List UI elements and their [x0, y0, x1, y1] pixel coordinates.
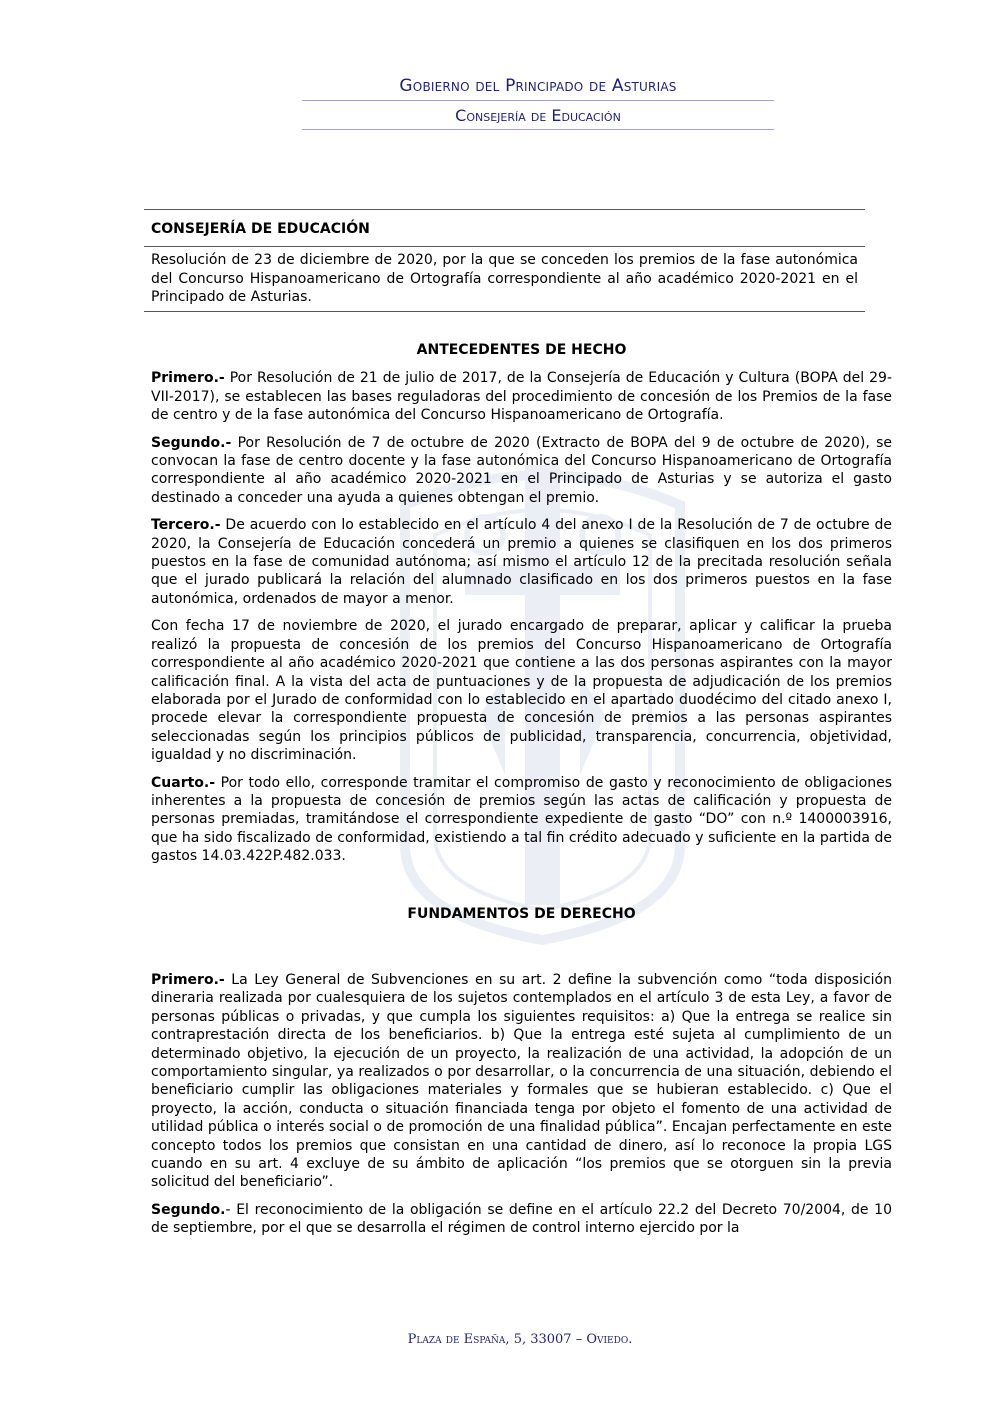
paragraph-fundamento-1 — [151, 971, 892, 1192]
paragraph-text: La Ley General de Subvenciones en su art. 2 define la subvención como “toda disposición dineraria realizada por cualesquiera de los sujetos contemplados en el artículo 3 de esta Ley, a favor de personas públicas o privadas, y que cumpla los siguientes requisitos: a) Que la entrega se realice sin contraprestación directa de los beneficiarios. b) Que la entrega esté sujeta al cumplimiento de un determinado objetivo, la ejecución de un proyecto, la realización de una actividad, la adopción de un comportamiento singular, ya realizados o por desarrollar, o la concurrencia de una situación, debiendo el beneficiario cumplir las obligaciones materiales y formales que se hubieran establecido. c) Que el proyecto, la acción, conducta o situación financiada tenga por objeto el fomento de una actividad de utilidad pública o interés social o de promoción de una finalidad pública”. Encajan perfectamente en este concepto todos los premios que consistan en una cantidad de dinero, así lo reconoce la propia LGS cuando en su art. 4 excluye de su ámbito de aplicación “los premios que se otorguen sin la previa solicitud del beneficiario”. — [151, 971, 892, 1191]
government-name: Gobierno del Principado de Asturias — [399, 76, 677, 96]
paragraph-label: Segundo.- — [151, 434, 232, 451]
paragraph-text: Por Resolución de 7 de octubre de 2020 (Extracto de BOPA del 9 de octubre de 2020), se convocan la fase de centro docente y la fase autonómica del Concurso Hispanoamericano de Ortografía correspondiente al año académico 2020-2021 en el Principado de Asturias y se autoriza el gasto destinado a conceder una ayuda a quienes obtengan el premio. — [151, 434, 892, 506]
banner-rule — [144, 311, 865, 312]
paragraph-antecedente-5 — [151, 774, 892, 866]
document-body — [151, 341, 892, 1247]
footer-address: Plaza de España, 5, 33007 – Oviedo. — [407, 1332, 633, 1347]
paragraph-fundamento-2 — [151, 1201, 892, 1238]
paragraph-label: Primero.- — [151, 971, 225, 988]
section-title-antecedentes: ANTECEDENTES DE HECHO — [416, 342, 627, 358]
paragraph-label: Tercero.- — [151, 517, 221, 534]
spacer — [151, 875, 892, 905]
banner-heading: CONSEJERÍA DE EDUCACIÓN — [151, 221, 370, 237]
paragraph-antecedente-1 — [151, 369, 892, 424]
section-title-fundamentos: FUNDAMENTOS DE DERECHO — [407, 905, 636, 922]
paragraph-text: - El reconocimiento de la obligación se define en el artículo 22.2 del Decreto 70/2004, de 10 de septiembre, por el que se desarrolla el régimen de control interno ejercido por la — [151, 1201, 892, 1237]
paragraph-text: Por todo ello, corresponde tramitar el compromiso de gasto y reconocimiento de obligaciones inherentes a la propuesta de concesión de premios según las actas de calificación y propuesta de personas premiadas, tramitándose el correspondiente expediente de gasto “DO” con n.º 1400003916, que ha sido fiscalizado de conformidad, existiendo a tal fin crédito adecuado y suficiente en la partida de gastos 14.03.422P.482.033. — [151, 774, 892, 865]
paragraph-text: Con fecha 17 de noviembre de 2020, el jurado encargado de preparar, aplicar y calificar la prueba realizó la propuesta de concesión de los premios del Concurso Hispanoamericano de Ortografía correspondiente al año académico 2020-2021 que contiene a las dos personas aspirantes con la mayor calificación final. A la vista del acta de puntuaciones y de la propuesta de adjudicación de los premios elaborada por el Jurado de conformidad con lo establecido en el apartado duodécimo del citado anexo I, procede elevar la correspondiente propuesta de concesión de premios a las personas aspirantes seleccionadas según los principios públicos de publicidad, transparencia, concurrencia, objetividad, igualdad y no discriminación. — [151, 618, 892, 764]
paragraph-antecedente-3 — [151, 516, 892, 608]
paragraph-label: Primero.- — [151, 370, 225, 387]
paragraph-label: Cuarto.- — [151, 774, 216, 791]
resolution-banner — [144, 209, 865, 312]
resolution-summary: Resolución de 23 de diciembre de 2020, por la que se conceden los premios de la fase autonómica del Concurso Hispanoamericano de Ortografía correspondiente al año académico 2020-2021 en el Principado de Asturias. — [151, 252, 858, 305]
header-divider — [302, 129, 774, 130]
paragraph-antecedente-2 — [151, 434, 892, 508]
spacer — [151, 933, 892, 971]
paragraph-antecedente-4 — [151, 617, 892, 764]
department-name: Consejería de Educación — [455, 106, 621, 125]
paragraph-text: Por Resolución de 21 de julio de 2017, de la Consejería de Educación y Cultura (BOPA del 29-VII-2017), se establecen las bases reguladoras del procedimiento de concesión de los Premios de la fase de centro y de la fase autonómica del Concurso Hispanoamericano de Ortografía. — [151, 370, 892, 424]
paragraph-label: Segundo. — [151, 1201, 226, 1218]
letterhead — [302, 72, 774, 130]
paragraph-text: De acuerdo con lo establecido en el artículo 4 del anexo I de la Resolución de 7 de octubre de 2020, la Consejería de Educación concederá un premio a quienes se clasifiquen en los dos primeros puestos en la fase de comunidad autónoma; así mismo el artículo 12 de la precitada resolución señala que el jurado publicará la relación del alumnado clasificado en los dos primeros puestos en la fase autonómica, ordenados de mayor a menor. — [151, 517, 892, 607]
